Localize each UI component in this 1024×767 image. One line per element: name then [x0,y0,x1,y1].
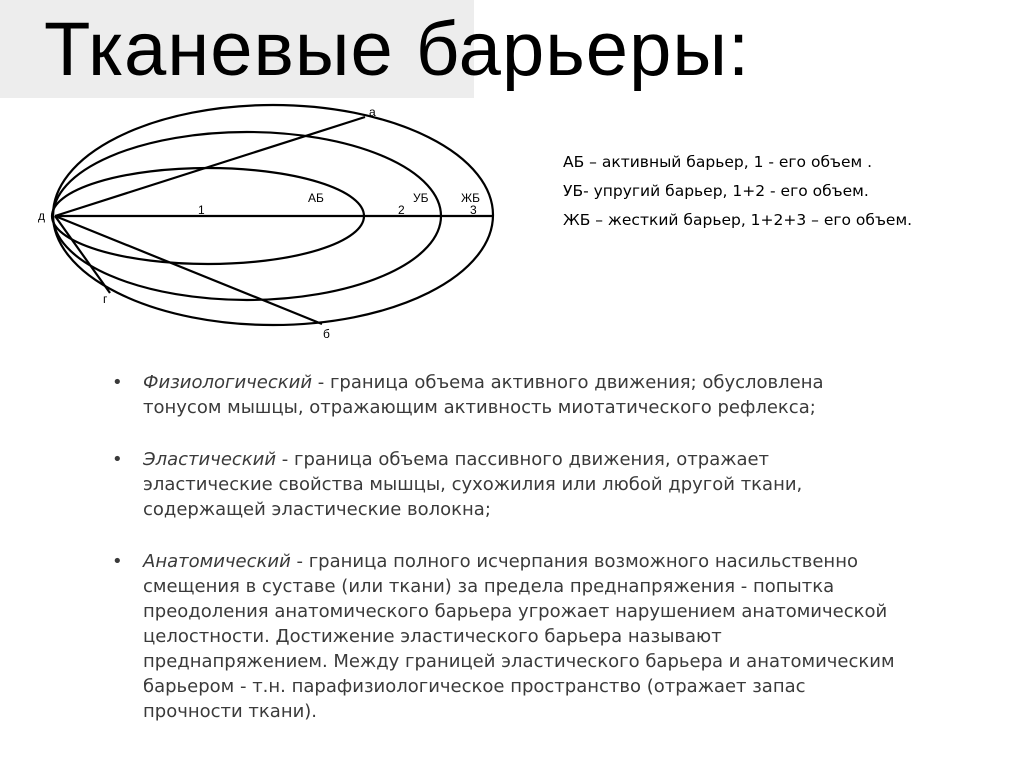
term-physiological: Физиологический [143,372,313,393]
label-2: 2 [398,203,405,217]
bullet-marker: • [112,372,123,393]
legend-item-zhb: ЖБ – жесткий барьер, 1+2+3 – его объем. [563,211,913,229]
legend-item-ub: УБ- упругий барьер, 1+2 - его объем. [563,182,869,200]
label-a: а [369,105,376,119]
bullet-text: - граница объема активного движения; обусловлена тонусом мышцы, отражающим активность миотатического рефлекса; [143,372,824,418]
legend-item-ab: АБ – активный барьер, 1 - его объем . [563,153,873,171]
label-3: 3 [470,203,477,217]
bullet-text: - граница полного исчерпания возможного насильственно смещения в суставе (или ткани) за предела преднапряжения - попытка преодоления анатомического барьера угрожает нарушением анатомической целостности. Достижение эластического барьера называют преднапряжением. Между границей эластического барьера и анатомическим барьером - т.н. парафизиологическое пространство (отражает запас прочности ткани). [143,551,895,722]
bullet-text: - граница объема пассивного движения, отражает эластические свойства мышцы, сухожилия или любой другой ткани, содержащей эластические волокна; [143,449,803,520]
bullet-marker: • [112,551,123,572]
line-d-b [55,216,322,324]
barrier-diagram [0,96,540,346]
label-ub: УБ [413,191,429,205]
term-elastic: Эластический [143,449,277,470]
label-b: б [323,327,330,341]
barrier-types-list [112,370,902,751]
slide-title: Тканевые барьеры: [44,7,751,92]
list-item [112,447,902,522]
label-g: г [103,292,108,306]
list-item [112,549,902,724]
bullet-marker: • [112,449,123,470]
label-1: 1 [198,203,205,217]
term-anatomical: Анатомический [143,551,291,572]
label-zhb: ЖБ [461,191,480,205]
list-item [112,370,902,420]
diagram-legend [563,148,912,235]
label-d: д [38,209,46,223]
label-ab: АБ [308,191,324,205]
